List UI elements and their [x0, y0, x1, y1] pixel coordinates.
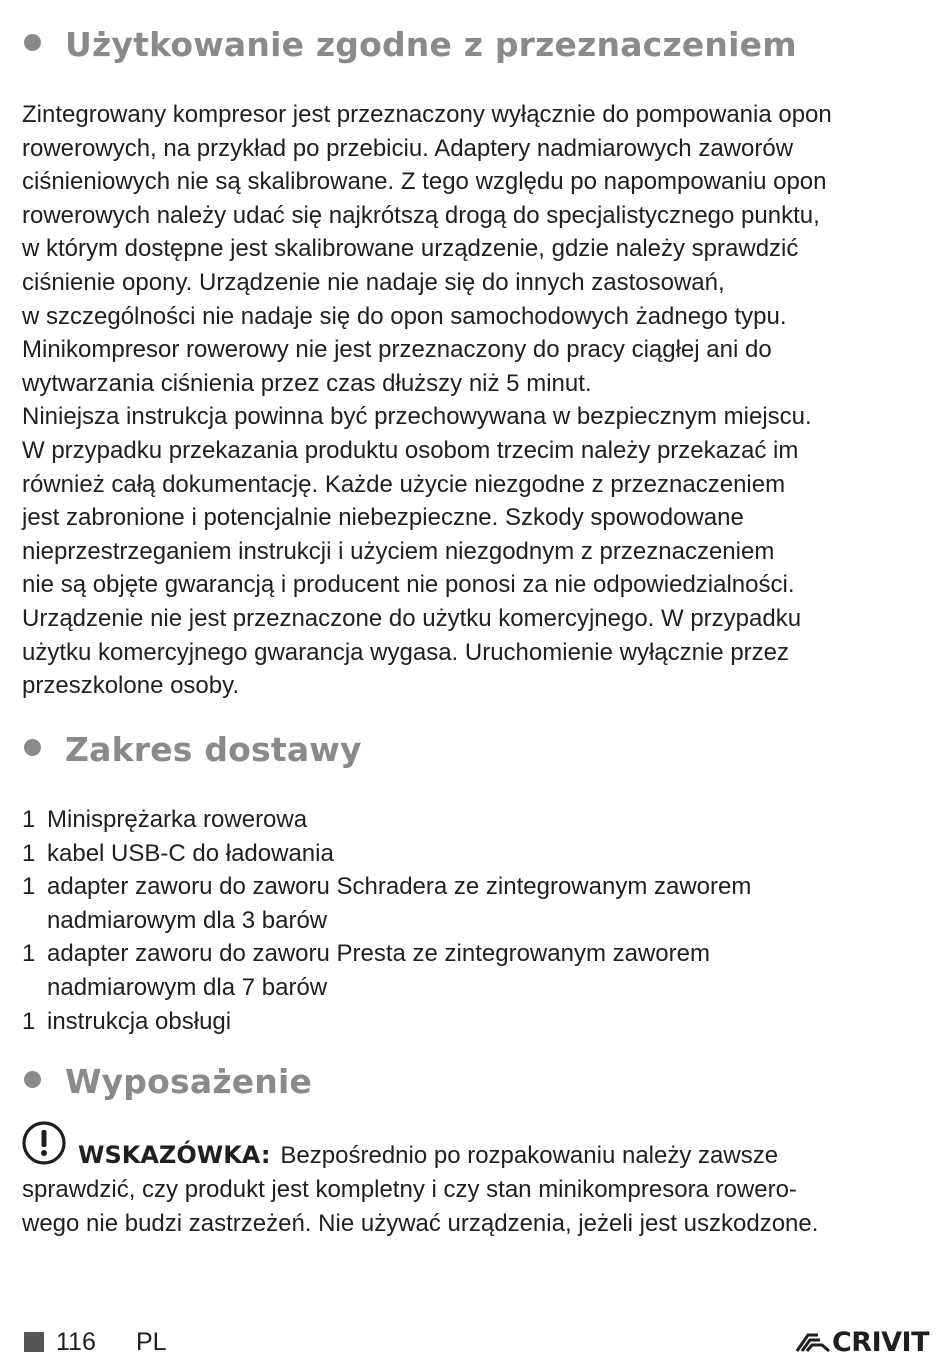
paragraph-line: ciśnieniowych nie są skalibrowane. Z tego względu po napompowaniu opon [22, 168, 827, 196]
paragraph-line: rowerowych należy udać się najkrótszą drogą do specjalistycznego punktu, [22, 201, 820, 229]
list-item [22, 937, 922, 1004]
heading-scope-of-delivery [24, 730, 362, 770]
item-text: kabel USB-C do ładowania [47, 839, 334, 867]
heading-equipment [24, 1062, 312, 1102]
crivit-logo-icon [796, 1331, 830, 1353]
paragraph-line: Zintegrowany kompresor jest przeznaczony wyłącznie do pompowania opon [22, 101, 832, 128]
paragraph-line: w którym dostępne jest skalibrowane urządzenie, gdzie należy sprawdzić [22, 235, 799, 263]
list-item [22, 1005, 922, 1039]
list-item [22, 803, 922, 837]
heading-bullet [24, 34, 41, 51]
notice-text: Bezpośrednio po rozpakowaniu należy zawsze [280, 1142, 779, 1169]
page-number: 116 [56, 1328, 96, 1356]
paragraph-line: Urządzenie nie jest przeznaczone do użytku komercyjnego. W przypadku [22, 604, 802, 632]
item-text: adapter zaworu do zaworu Schradera ze zintegrowanym zaworem [47, 873, 752, 901]
delivery-list [22, 803, 922, 1038]
heading-intended-use-text: Użytkowanie zgodne z przeznaczeniem [65, 25, 797, 64]
heading-scope-of-delivery-text: Zakres dostawy [65, 730, 362, 769]
notice-block [22, 1121, 942, 1241]
exclamation-circle-icon [22, 1121, 66, 1165]
paragraph-line: wytwarzania ciśnienia przez czas dłuższy niż 5 minut. [22, 369, 592, 397]
footer-square-marker [24, 1332, 44, 1352]
item-text: Minisprężarka rowerowa [47, 806, 308, 833]
paragraph-line: W przypadku przekazania produktu osobom trzecim należy przekazać im [22, 436, 799, 464]
brand-name: CRIVIT [831, 1326, 929, 1358]
intended-use-paragraph [22, 98, 937, 703]
item-text-continued: nadmiarowym dla 3 barów [47, 906, 328, 934]
item-quantity: 1 [22, 1007, 36, 1035]
heading-bullet [24, 739, 41, 756]
paragraph-line: w szczególności nie nadaje się do opon samochodowych żadnego typu. [22, 302, 787, 330]
paragraph-line: ciśnienie opony. Urządzenie nie nadaje się do innych zastosowań, [22, 268, 725, 296]
paragraph-line: Niniejsza instrukcja powinna być przechowywana w bezpiecznym miejscu. [22, 403, 812, 431]
list-item [22, 870, 922, 937]
notice-label: WSKAZÓWKA: [78, 1141, 271, 1169]
language-code: PL [136, 1328, 167, 1356]
heading-equipment-text: Wyposażenie [65, 1062, 313, 1101]
notice-text: wego nie budzi zastrzeżeń. Nie używać urządzenia, jeżeli jest uszkodzone. [22, 1210, 819, 1237]
brand-logo [796, 1323, 929, 1361]
item-text: adapter zaworu do zaworu Presta ze zintegrowanym zaworem [47, 940, 710, 968]
item-quantity: 1 [22, 940, 36, 968]
heading-bullet [24, 1071, 41, 1088]
notice-first-line [22, 1121, 942, 1173]
paragraph-line: użytku komercyjnego gwarancja wygasa. Uruchomienie wyłącznie przez [22, 638, 790, 666]
item-quantity: 1 [22, 806, 36, 833]
item-text: instrukcja obsługi [47, 1007, 232, 1035]
paragraph-line: nie są objęte gwarancją i producent nie ponosi za nie odpowiedzialności. [22, 571, 795, 599]
item-quantity: 1 [22, 873, 36, 901]
paragraph-line: również całą dokumentację. Każde użycie niezgodne z przeznaczeniem [22, 470, 786, 498]
paragraph-line: Minikompresor rowerowy nie jest przeznaczony do pracy ciągłej ani do [22, 336, 772, 364]
heading-intended-use [24, 25, 797, 65]
page-footer [24, 1323, 929, 1363]
notice-text: sprawdzić, czy produkt jest kompletny i czy stan minikompresora rowero- [22, 1176, 797, 1203]
list-item [22, 837, 922, 871]
item-text-continued: nadmiarowym dla 7 barów [47, 973, 328, 1001]
paragraph-line: przeszkolone osoby. [22, 672, 240, 700]
item-quantity: 1 [22, 839, 36, 867]
paragraph-line: rowerowych, na przykład po przebiciu. Adaptery nadmiarowych zaworów [22, 134, 794, 162]
paragraph-line: nieprzestrzeganiem instrukcji i użyciem niezgodnym z przeznaczeniem [22, 537, 775, 565]
paragraph-line: jest zabronione i potencjalnie niebezpieczne. Szkody spowodowane [22, 504, 744, 532]
